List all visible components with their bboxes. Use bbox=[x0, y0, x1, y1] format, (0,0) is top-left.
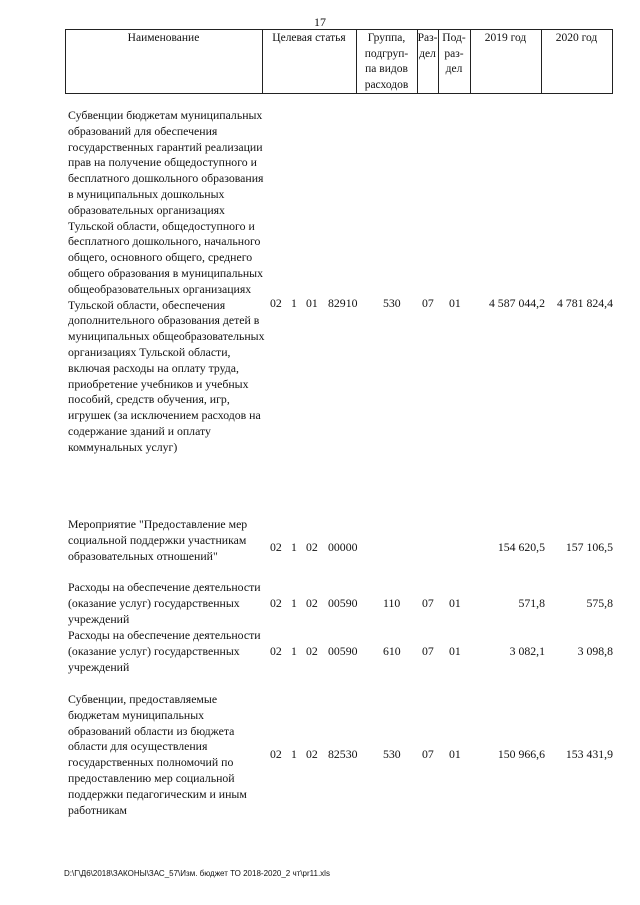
section: 07 bbox=[422, 596, 434, 610]
amount-2020: 153 431,9 bbox=[565, 747, 613, 761]
row-name: Мероприятие "Предоставление мер социальной поддержки участникам образовательных отношений" bbox=[68, 517, 248, 563]
amount-2020: 3 098,8 bbox=[577, 644, 613, 658]
code-program: 02 bbox=[270, 296, 282, 310]
row-name: Субвенции бюджетам муниципальных образований для обеспечения государственных гарантий реализации прав на получение общедоступного и бесплатного дошкольного образования в муниципальных дошкольных образовательных организациях Тульской области, общедоступного и бесплатного дошкольного, начального общего, основного общего, среднего общего образования в муниципальных общеобразовательных организациях Тульской области, обеспечения дополнительного образования детей в муниципальных общеобразовательных организациях Тульской области, включая расходы на оплату труда, приобретение учебников и учебных пособий, средств обучения, игр, игрушек (за исключением расходов на содержание зданий и оплату коммунальных услуг) bbox=[68, 108, 265, 454]
amount-2019: 154 620,5 bbox=[497, 540, 545, 554]
row-name: Расходы на обеспечение деятельности (оказание услуг) государственных учреждений bbox=[68, 628, 261, 674]
code-program: 02 bbox=[270, 596, 282, 610]
code-event: 02 bbox=[306, 747, 318, 761]
amount-2019: 150 966,6 bbox=[497, 747, 545, 761]
amount-2019: 3 082,1 bbox=[509, 644, 545, 658]
amount-2020: 157 106,5 bbox=[565, 540, 613, 554]
row-name: Субвенции, предоставляемые бюджетам муниципальных образований области из бюджета области для осуществления государственных полномочий по предоставлению мер социальной поддержки педагогическим и иным работникам bbox=[68, 692, 247, 817]
code-event: 02 bbox=[306, 644, 318, 658]
code-direction: 00590 bbox=[328, 596, 358, 610]
amount-2019: 4 587 044,2 bbox=[488, 296, 545, 310]
file-path-footer: D:\Г\Д6\2018\ЗАКОНЫ\ЗАС_57\Изм. бюджет ТО 2018-2020_2 чт\pr11.xls bbox=[64, 869, 330, 878]
section: 07 bbox=[422, 747, 434, 761]
header-subsection: Под- раз- дел bbox=[442, 32, 466, 75]
header-top-border bbox=[65, 29, 613, 30]
header-divider bbox=[612, 29, 613, 94]
expense-group: 530 bbox=[383, 747, 401, 761]
amount-2019: 571,8 bbox=[518, 596, 545, 610]
code-direction: 00000 bbox=[328, 540, 358, 554]
code-event: 02 bbox=[306, 596, 318, 610]
code-direction: 00590 bbox=[328, 644, 358, 658]
code-program: 02 bbox=[270, 540, 282, 554]
code-event: 02 bbox=[306, 540, 318, 554]
code-event: 01 bbox=[306, 296, 318, 310]
code-subprogram: 1 bbox=[291, 296, 297, 310]
code-subprogram: 1 bbox=[291, 596, 297, 610]
expense-group: 530 bbox=[383, 296, 401, 310]
code-subprogram: 1 bbox=[291, 644, 297, 658]
page-number: 17 bbox=[314, 15, 326, 29]
code-program: 02 bbox=[270, 644, 282, 658]
header-name: Наименование bbox=[127, 32, 200, 44]
header-section: Раз- дел bbox=[417, 32, 438, 60]
code-subprogram: 1 bbox=[291, 747, 297, 761]
header-year-2020: 2020 год bbox=[555, 32, 598, 44]
section: 07 bbox=[422, 296, 434, 310]
subsection: 01 bbox=[449, 296, 461, 310]
row-name: Расходы на обеспечение деятельности (оказание услуг) государственных учреждений bbox=[68, 580, 261, 626]
amount-2020: 4 781 824,4 bbox=[556, 296, 613, 310]
header-target-article: Целевая статья bbox=[272, 32, 346, 44]
subsection: 01 bbox=[449, 644, 461, 658]
amount-2020: 575,8 bbox=[586, 596, 613, 610]
expense-group: 610 bbox=[383, 644, 401, 658]
code-direction: 82910 bbox=[328, 296, 358, 310]
expense-group: 110 bbox=[383, 596, 401, 610]
header-bottom-border bbox=[65, 93, 613, 94]
table-header bbox=[65, 29, 613, 94]
subsection: 01 bbox=[449, 747, 461, 761]
section: 07 bbox=[422, 644, 434, 658]
header-year-2019: 2019 год bbox=[484, 32, 527, 44]
code-direction: 82530 bbox=[328, 747, 358, 761]
subsection: 01 bbox=[449, 596, 461, 610]
code-subprogram: 1 bbox=[291, 540, 297, 554]
header-group: Группа, подгруп- па видов расходов bbox=[364, 32, 409, 91]
code-program: 02 bbox=[270, 747, 282, 761]
